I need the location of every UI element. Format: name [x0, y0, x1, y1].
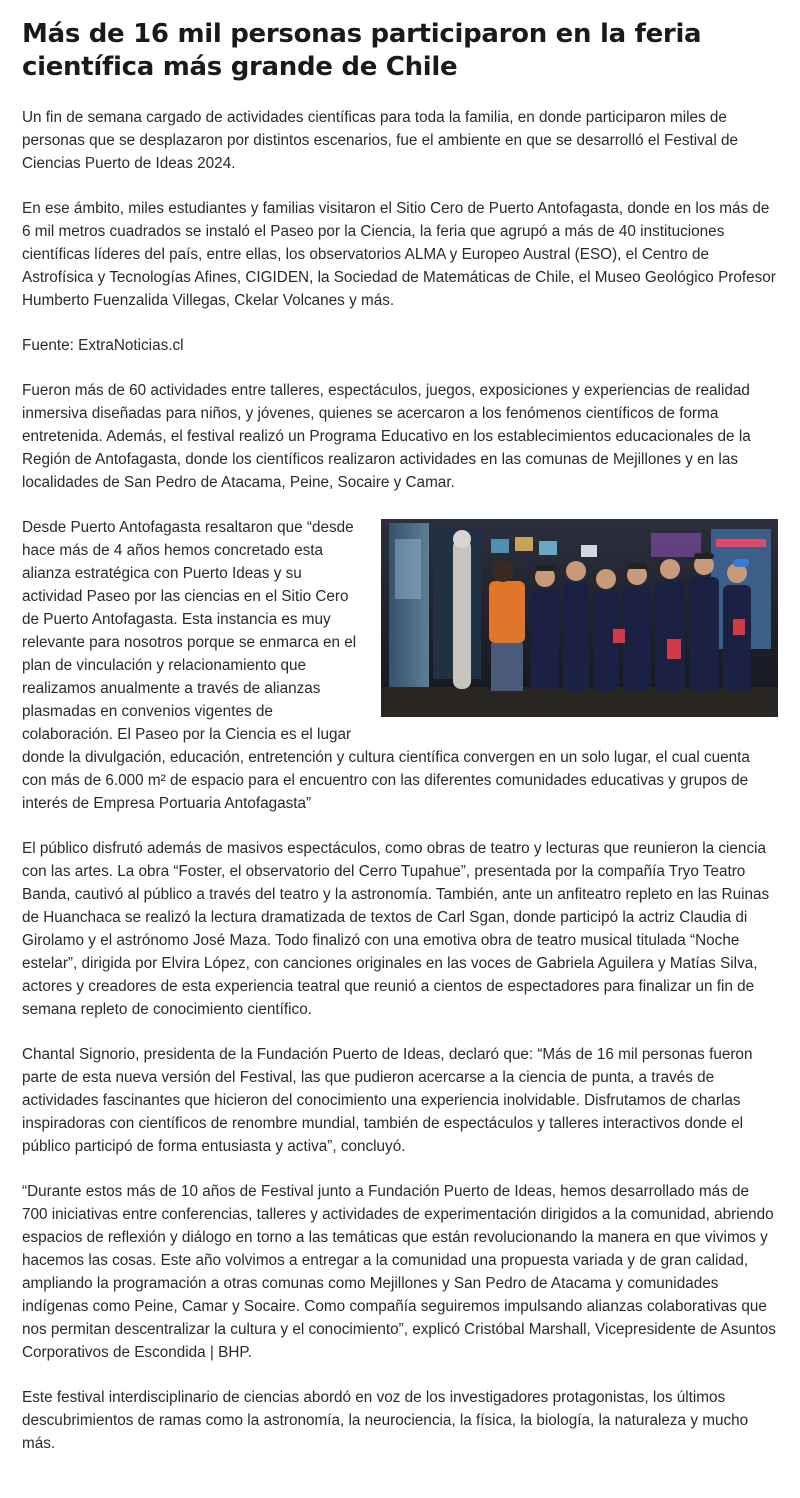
paragraph-signorio-quote: Chantal Signorio, presidenta de la Fundación Puerto de Ideas, declaró que: “Más de 16 mil personas fueron parte de esta nueva versión del Festival, las que pudieron acercarse a la ciencia de punta, a través de actividades fascinantes que hicieron del conocimiento una experiencia inolvidable. Disfrutamos de charlas inspiradoras con científicos de renombre mundial, también de espectáculos y talleres interactivos donde el público participó de forma entusiasta y activa”, concluyó.	[22, 1046, 753, 1155]
article-title: Más de 16 mil personas participaron en la feria científica más grande de Chile	[22, 19, 702, 82]
paragraph-intro: Un fin de semana cargado de actividades científicas para toda la familia, en donde participaron miles de personas que se desplazaron por distintos escenarios, fue el ambiente en que se desarrolló el Festival de Ciencias Puerto de Ideas 2024.	[22, 109, 738, 172]
paragraph-sitio-cero: En ese ámbito, miles estudiantes y familias visitaron el Sitio Cero de Puerto Antofagasta, donde en los más de 6 mil metros cuadrados se instaló el Paseo por la Ciencia, la feria que agrupó a más de 40 instituciones científicas líderes del país, entre ellas, los observatorios ALMA y Europeo Austral (ESO), el Centro de Astrofísica y Tecnologías Afines, CIGIDEN, la Sociedad de Matemáticas de Chile, el Museo Geológico Profesor Humberto Fuenzalida Villegas, Ckelar Volcanes y más.	[22, 200, 776, 309]
paragraph-puerto-antofagasta-quote: Desde Puerto Antofagasta resaltaron que “desde hace más de 4 años hemos concretado esta alianza estratégica con Puerto Ideas y su actividad Paseo por las ciencias en el Sitio Cero de Puerto Antofagasta. Esta instancia es muy relevante para nosotros porque se enmarca en el plan de vinculación y relacionamiento que realizamos anualmente a través de alianzas plasmadas en convenios vigentes de colaboración. El Paseo por la Ciencia es el lugar donde la divulgación, educación, entretención y cultura científica convergen en un solo lugar, el cual cuenta con más de 6.000 m² de espacio para el encuentro con las diferentes comunidades educativas y grupos de interés de Empresa Portuaria Antofagasta”	[22, 519, 750, 812]
paragraph-closing: Este festival interdisciplinario de ciencias abordó en voz de los investigadores protagonistas, los últimos descubrimientos de ramas como la astronomía, la neurociencia, la física, la biología, la naturaleza y mucho más.	[22, 1389, 749, 1452]
paragraph-shows: El público disfrutó además de masivos espectáculos, como obras de teatro y lecturas que reunieron la ciencia con las artes. La obra “Foster, el observatorio del Cerro Tupahue”, presentada por la compañía Tryo Teatro Banda, cautivó al público a través del teatro y la astronomía. También, ante un anfiteatro repleto en las Ruinas de Huanchaca se realizó la lectura dramatizada de textos de Carl Sgan, donde participó la actriz Claudia di Girolamo y el astrónomo José Maza. Todo finalizó con una emotiva obra de teatro musical titulada “Noche estelar”, dirigida por Elvira López, con canciones originales en las voces de Gabriela Aguilera y Matías Silva, actores y creadores de esta experiencia teatral que reunió a cientos de espectadores para finalizar un fin de semana repleto de conocimiento científico.	[22, 840, 770, 1018]
source-credit: Fuente: ExtraNoticias.cl	[22, 337, 184, 354]
event-photo	[381, 519, 778, 717]
paragraph-activities: Fueron más de 60 actividades entre talleres, espectáculos, juegos, exposiciones y experiencias de realidad inmersiva diseñadas para niños, y jóvenes, quienes se acercaron a los fenómenos científicos de forma entretenida. Además, el festival realizó un Programa Educativo en los establecimientos educacionales de la Región de Antofagasta, donde los científicos realizaron actividades en las comunas de Mejillones y en las localidades de San Pedro de Atacama, Peine, Socaire y Camar.	[22, 382, 751, 491]
paragraph-marshall-quote: “Durante estos más de 10 años de Festival junto a Fundación Puerto de Ideas, hemos desarrollado más de 700 iniciativas entre conferencias, talleres y actividades de experimentación dirigidos a la comunidad, abriendo espacios de reflexión y diálogo en torno a las temáticas que están revolucionando la manera en que vivimos y hacemos las cosas. Este año volvimos a entregar a la comunidad una propuesta variada y de gran calidad, ampliando la programación a otras comunas como Mejillones y San Pedro de Atacama y comunidades indígenas como Peine, Camar y Socaire. Como compañía seguiremos impulsando alianzas colaborativas que nos permitan descentralizar la cultura y el conocimiento”, explicó Cristóbal Marshall, Vicepresidente de Asuntos Corporativos de Escondida | BHP.	[22, 1183, 776, 1361]
